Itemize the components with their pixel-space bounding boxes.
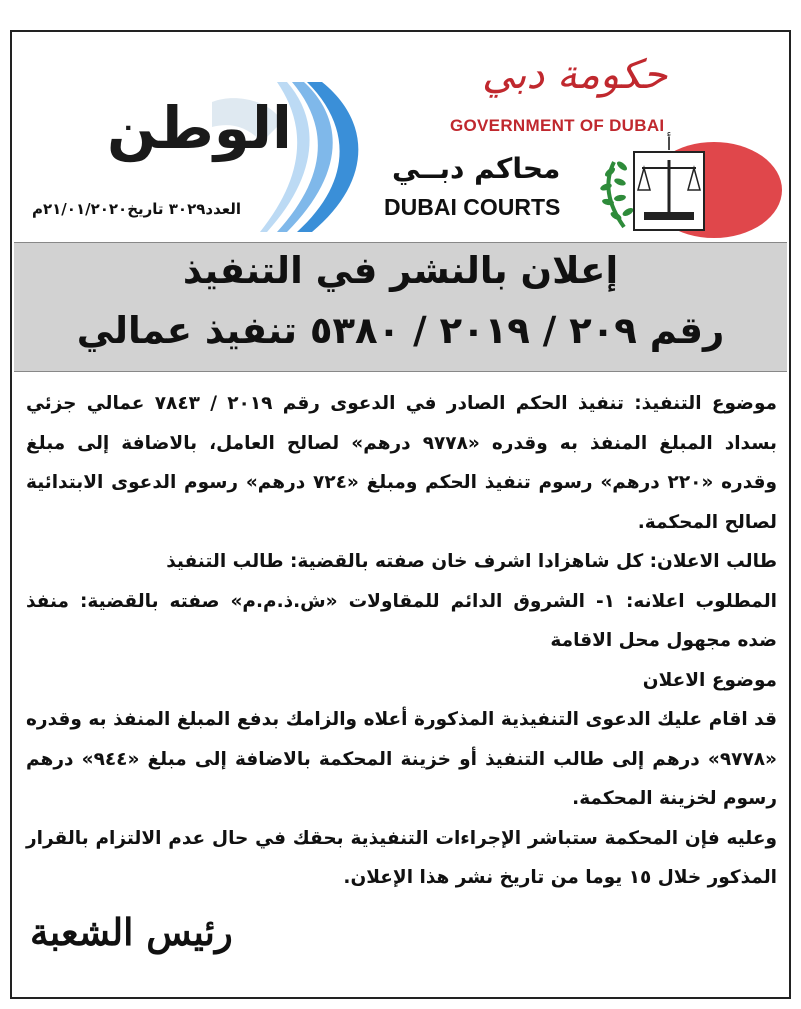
government-arabic-logo: حكومة دبي — [482, 52, 668, 98]
execution-subject-paragraph: موضوع التنفيذ: تنفيذ الحكم الصادر في الدعوى رقم ٢٠١٩ / ٧٨٤٣ عمالي جزئي بسداد المبلغ المنفذ به وقدره «٩٧٧٨ درهم» لصالح العامل، بالاضافة إلى مبلغ وقدره «٢٢٠ درهم» رسوم تنفيذ الحكم ومبلغ «٧٢٤ درهم» رسوم الدعوى الابتدائية لصالح المحكمة. — [26, 393, 777, 533]
requester-paragraph: طالب الاعلان: كل شاهزادا اشرف خان صفته بالقضية: طالب التنفيذ — [166, 551, 777, 572]
header — [12, 32, 789, 242]
signature-title: رئيس الشعبة — [30, 910, 233, 954]
respondent-paragraph: المطلوب اعلانه: ١- الشروق الدائم للمقاولات «ش.ذ.م.م» صفته بالقضية: منفذ ضده مجهول محل الاقامة — [26, 590, 777, 651]
issue-date-line: العدد٣٠٢٩ تاريخ٢١/٠١/٢٠٢٠م — [32, 200, 242, 218]
notice-details-paragraph: قد اقام عليك الدعوى التنفيذية المذكورة أعلاه والزامك بدفع المبلغ المنفذ به وقدره «٩٧٧٨» درهم إلى طالب التنفيذ أو خزينة المحكمة بالاضافة إلى مبلغ «٩٤٤» درهم رسوم لخزينة المحكمة. — [26, 709, 777, 809]
newspaper-name: الوطن — [107, 94, 292, 162]
case-number-title: رقم ٢٠٩ / ٢٠١٩ / ٥٣٨٠ تنفيذ عمالي — [76, 309, 725, 352]
government-english-logo: GOVERNMENT OF DUBAI — [450, 116, 665, 135]
announcement-title: إعلان بالنشر في التنفيذ — [182, 249, 619, 292]
announcement-frame — [10, 30, 791, 999]
notice-subject-heading: موضوع الاعلان — [642, 669, 777, 691]
courts-arabic-name: محاكم دبــي — [392, 152, 561, 185]
title-band — [14, 242, 787, 372]
courts-english-name: DUBAI COURTS — [384, 194, 561, 220]
svg-text:أ: أ — [666, 134, 672, 155]
dubai-courts-emblem-icon — [594, 132, 784, 242]
court-action-paragraph: وعليه فإن المحكمة ستباشر الإجراءات التنفيذية بحقك في حال عدم الالتزام بالقرار المذكور خلال ١٥ يوما من تاريخ نشر هذا الإعلان. — [26, 827, 777, 888]
announcement-body — [26, 384, 777, 898]
